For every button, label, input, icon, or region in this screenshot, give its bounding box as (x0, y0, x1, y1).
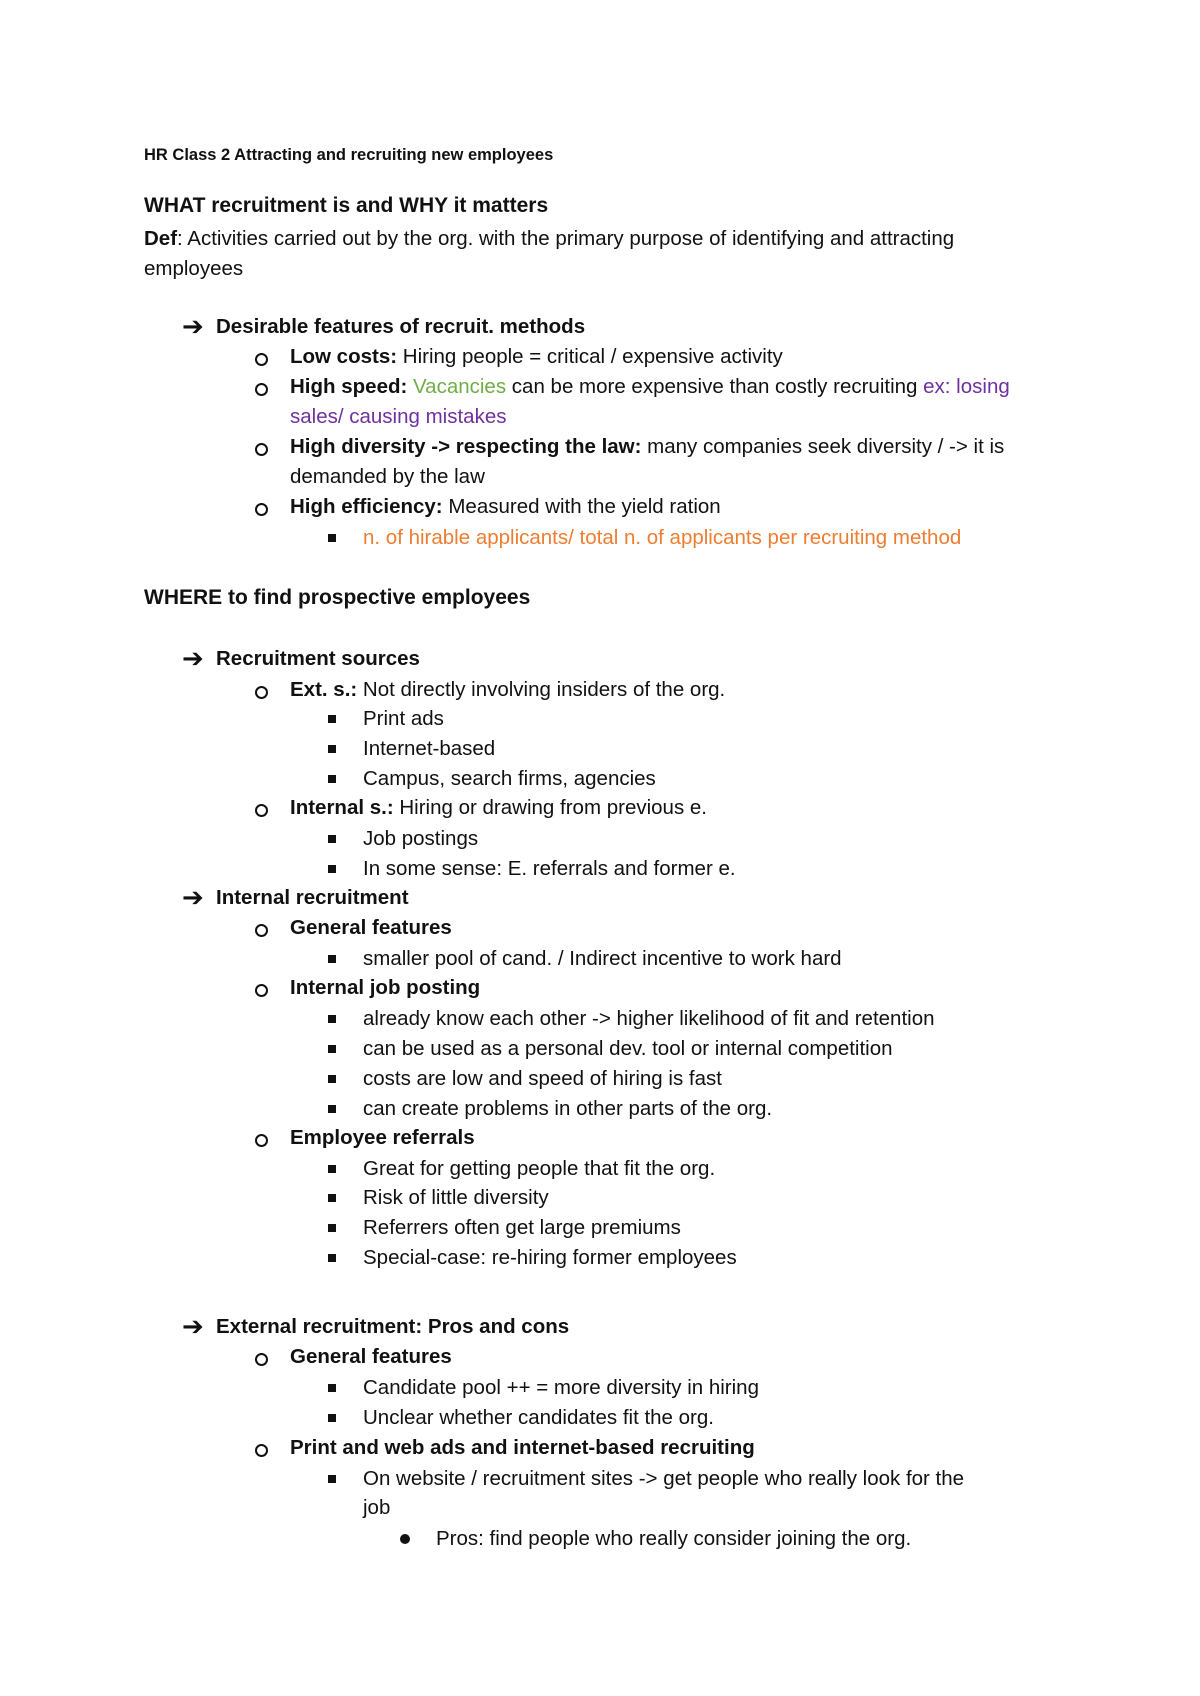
item-yield-formula: n. of hirable applicants/ total n. of applicants per recruiting method (363, 526, 962, 549)
item-external-general-features: General features (290, 1345, 452, 1368)
circle-bullet-icon (255, 984, 268, 997)
circle-bullet-icon (255, 804, 268, 817)
square-bullet-icon (328, 745, 336, 753)
arrow-bullet-icon: ➔ (182, 882, 204, 912)
arrow-item-internal-recruitment: Internal recruitment (216, 886, 409, 909)
definition-label: Def (144, 227, 178, 250)
arrow-bullet-icon: ➔ (182, 311, 204, 341)
list-item: can create problems in other parts of the org. (363, 1097, 773, 1120)
circle-bullet-icon (255, 924, 268, 937)
item-text: Hiring people = critical / expensive activity (397, 345, 783, 368)
list-item: On website / recruitment sites -> get people who really look for the (363, 1467, 965, 1490)
square-bullet-icon (328, 865, 336, 873)
item-print-web-ads: Print and web ads and internet-based recruiting (290, 1436, 755, 1459)
square-bullet-icon (328, 1015, 336, 1023)
dot-bullet-icon (400, 1534, 410, 1544)
list-item: Internet-based (363, 737, 496, 760)
arrow-item-desirable-features: Desirable features of recruit. methods (216, 315, 586, 338)
item-internal-sources (290, 795, 707, 821)
definition-line (144, 226, 954, 252)
item-high-diversity (290, 434, 1004, 460)
item-text: can be more expensive than costly recruiting (506, 375, 924, 398)
arrow-bullet-icon: ➔ (182, 643, 204, 673)
list-item: Risk of little diversity (363, 1186, 549, 1209)
item-text: many companies seek diversity / -> it is (641, 435, 1005, 458)
circle-bullet-icon (255, 353, 268, 366)
list-item: In some sense: E. referrals and former e. (363, 857, 736, 880)
item-label: High speed: (290, 375, 408, 398)
item-general-features: General features (290, 916, 452, 939)
item-text: Measured with the yield ration (442, 495, 721, 518)
item-external-sources (290, 677, 725, 703)
definition-text: : Activities carried out by the org. with the primary purpose of identifying and attracting (177, 227, 955, 250)
item-high-speed (290, 374, 1010, 400)
list-item: Print ads (363, 707, 444, 730)
item-label: High efficiency: (290, 495, 443, 518)
square-bullet-icon (328, 1384, 336, 1392)
list-item: Great for getting people that fit the org. (363, 1157, 716, 1180)
square-bullet-icon (328, 835, 336, 843)
list-item: already know each other -> higher likelihood of fit and retention (363, 1007, 935, 1030)
circle-bullet-icon (255, 1444, 268, 1457)
highlight-green: Vacancies (407, 375, 507, 398)
circle-bullet-icon (255, 503, 268, 516)
arrow-item-external-recruitment: External recruitment: Pros and cons (216, 1315, 570, 1338)
item-high-speed-continuation: sales/ causing mistakes (290, 405, 507, 428)
item-label: Low costs: (290, 345, 398, 368)
square-bullet-icon (328, 715, 336, 723)
circle-bullet-icon (255, 1134, 268, 1147)
circle-bullet-icon (255, 383, 268, 396)
section-heading-what: WHAT recruitment is and WHY it matters (144, 194, 549, 217)
square-bullet-icon (328, 1475, 336, 1483)
square-bullet-icon (328, 1254, 336, 1262)
list-item: Special-case: re-hiring former employees (363, 1246, 737, 1269)
square-bullet-icon (328, 1414, 336, 1422)
square-bullet-icon (328, 1224, 336, 1232)
list-item: Referrers often get large premiums (363, 1216, 681, 1239)
list-item: can be used as a personal dev. tool or internal competition (363, 1037, 893, 1060)
item-employee-referrals: Employee referrals (290, 1126, 475, 1149)
section-heading-where: WHERE to find prospective employees (144, 586, 531, 609)
circle-bullet-icon (255, 443, 268, 456)
item-internal-job-posting: Internal job posting (290, 976, 481, 999)
circle-bullet-icon (255, 1353, 268, 1366)
list-item: Job postings (363, 827, 479, 850)
item-text: Hiring or drawing from previous e. (393, 796, 707, 819)
arrow-item-recruitment-sources: Recruitment sources (216, 647, 420, 670)
square-bullet-icon (328, 775, 336, 783)
circle-bullet-icon (255, 686, 268, 699)
list-item: Candidate pool ++ = more diversity in hiring (363, 1376, 759, 1399)
item-text: Not directly involving insiders of the org. (357, 678, 726, 701)
list-item: Campus, search firms, agencies (363, 767, 656, 790)
list-item: costs are low and speed of hiring is fast (363, 1067, 722, 1090)
list-item: smaller pool of cand. / Indirect incentive to work hard (363, 947, 842, 970)
item-high-diversity-continuation: demanded by the law (290, 465, 485, 488)
arrow-bullet-icon: ➔ (182, 1311, 204, 1341)
definition-continuation: employees (144, 257, 244, 280)
square-bullet-icon (328, 1105, 336, 1113)
list-item-continuation: job (363, 1496, 391, 1519)
item-high-efficiency (290, 494, 721, 520)
document-title: HR Class 2 Attracting and recruiting new employees (144, 146, 554, 164)
item-low-costs (290, 344, 783, 370)
list-item: Unclear whether candidates fit the org. (363, 1406, 714, 1429)
item-label: Internal s.: (290, 796, 394, 819)
square-bullet-icon (328, 1194, 336, 1202)
list-item-pros: Pros: find people who really consider joining the org. (436, 1527, 912, 1550)
square-bullet-icon (328, 534, 336, 542)
highlight-purple: ex: losing (923, 375, 1010, 398)
square-bullet-icon (328, 955, 336, 963)
square-bullet-icon (328, 1075, 336, 1083)
square-bullet-icon (328, 1045, 336, 1053)
item-label: High diversity -> respecting the law: (290, 435, 642, 458)
item-label: Ext. s.: (290, 678, 358, 701)
square-bullet-icon (328, 1165, 336, 1173)
